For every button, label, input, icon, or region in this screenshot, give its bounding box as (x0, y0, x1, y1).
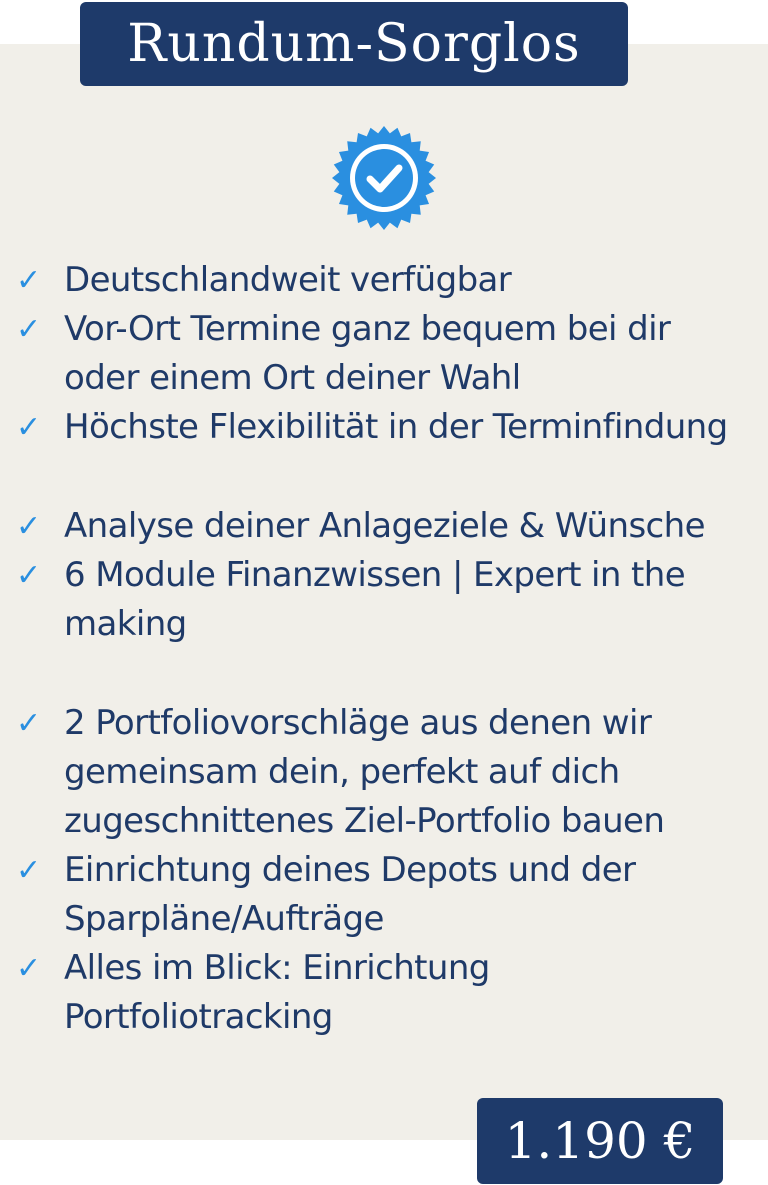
feature-text: Analyse deiner Anlageziele & Wünsche (64, 506, 705, 546)
feature-item (0, 699, 768, 846)
feature-list (0, 256, 768, 1042)
feature-text: Einrichtung deines Depots und der Sparpläne/Aufträge (64, 850, 636, 939)
feature-item (0, 403, 768, 452)
package-title: Rundum-Sorglos (127, 14, 581, 74)
feature-item (0, 502, 768, 551)
check-icon: ✓ (16, 558, 41, 593)
feature-text: 6 Module Finanzwissen | Expert in the making (64, 555, 686, 644)
feature-item (0, 256, 768, 305)
feature-text: 2 Portfoliovorschläge aus denen wir gemeinsam dein, perfekt auf dich zugeschnittenes Ziel-Portfolio bauen (64, 703, 665, 841)
check-icon: ✓ (16, 853, 41, 888)
check-icon: ✓ (16, 951, 41, 986)
feature-text: Höchste Flexibilität in der Terminfindung (64, 407, 728, 447)
check-icon: ✓ (16, 509, 41, 544)
check-icon: ✓ (16, 312, 41, 347)
check-icon: ✓ (16, 263, 41, 298)
verified-check-badge-icon (330, 124, 438, 232)
package-title-banner (80, 2, 628, 86)
feature-text: Alles im Blick: Einrichtung Portfoliotracking (64, 948, 490, 1037)
feature-item (0, 305, 768, 403)
check-icon: ✓ (16, 706, 41, 741)
feature-item (0, 944, 768, 1042)
feature-text: Deutschlandweit verfügbar (64, 260, 512, 300)
feature-text: Vor-Ort Termine ganz bequem bei dir oder einem Ort deiner Wahl (64, 309, 671, 398)
check-icon: ✓ (16, 410, 41, 445)
feature-item (0, 846, 768, 944)
price-tag (477, 1098, 723, 1184)
price-value: 1.190 € (504, 1112, 696, 1170)
feature-item (0, 551, 768, 649)
